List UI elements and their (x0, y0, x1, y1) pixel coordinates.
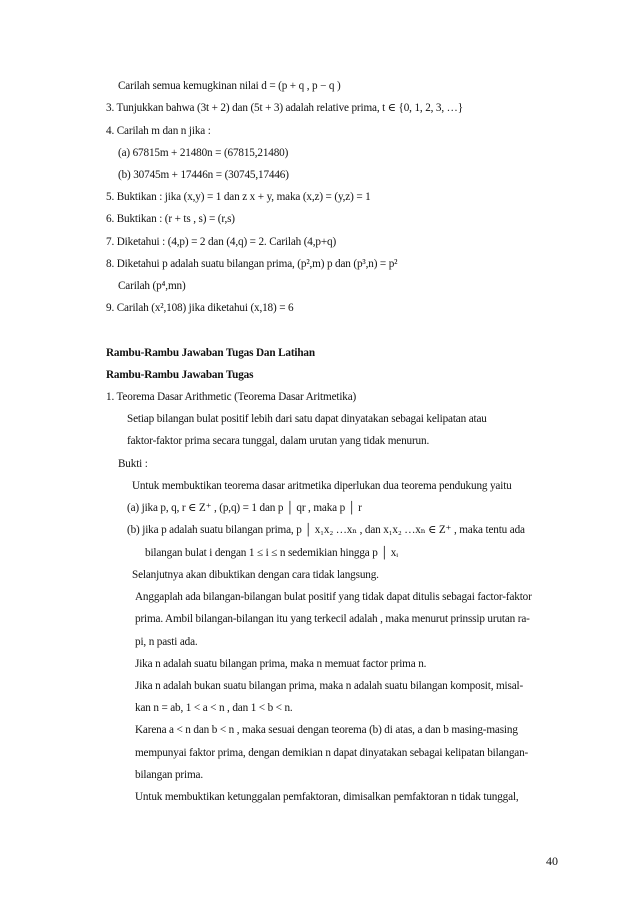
text-line: Untuk membuktikan ketunggalan pemfaktoran, dimisalkan pemfaktoran n tidak tunggal, (135, 791, 519, 803)
text-line: 5. Buktikan : jika (x,y) = 1 dan z x + y, maka (x,z) = (y,z) = 1 (106, 191, 371, 203)
text-line: pi, n pasti ada. (135, 636, 198, 648)
text-line: Anggaplah ada bilangan-bilangan bulat positif yang tidak dapat ditulis sebagai factor-faktor (135, 591, 532, 603)
section-subheading: Rambu-Rambu Jawaban Tugas (106, 369, 254, 381)
text-line: faktor-faktor prima secara tunggal, dalam urutan yang tidak menurun. (127, 435, 430, 447)
text-line: Bukti : (118, 458, 148, 470)
text-line: 4. Carilah m dan n jika : (106, 125, 211, 137)
text-line: (a) 67815m + 21480n = (67815,21480) (118, 147, 289, 159)
text-line: Jika n adalah suatu bilangan prima, maka n memuat factor prima n. (135, 658, 427, 670)
text-line: Karena a < n dan b < n , maka sesuai dengan teorema (b) di atas, a dan b masing-masing (135, 724, 518, 736)
page-number: 40 (546, 854, 558, 868)
text-line: 3. Tunjukkan bahwa (3t + 2) dan (5t + 3) adalah relative prima, t ∈ {0, 1, 2, 3, …} (106, 102, 463, 114)
section-heading: Rambu-Rambu Jawaban Tugas Dan Latihan (106, 347, 315, 359)
text-line: (b) jika p adalah suatu bilangan prima, p │ x₁x₂ …xₙ , dan x₁x₂ …xₙ ∈ Z⁺ , maka tentu ada (127, 524, 525, 536)
text-line: Setiap bilangan bulat positif lebih dari satu dapat dinyatakan sebagai kelipatan atau (127, 413, 487, 425)
text-line: 6. Buktikan : (r + ts , s) = (r,s) (106, 213, 235, 225)
text-line: (a) jika p, q, r ∈ Z⁺ , (p,q) = 1 dan p │ qr , maka p │ r (127, 502, 362, 514)
text-line: prima. Ambil bilangan-bilangan itu yang terkecil adalah , maka menurut prinssip urutan ra- (135, 613, 530, 625)
text-line: 7. Diketahui : (4,p) = 2 dan (4,q) = 2. Carilah (4,p+q) (106, 236, 337, 248)
text-line: 8. Diketahui p adalah suatu bilangan prima, (p²,m) p dan (p³,n) = p² (106, 258, 398, 270)
text-line: Carilah semua kemugkinan nilai d = (p + q , p − q ) (118, 80, 341, 92)
text-line: kan n = ab, 1 < a < n , dan 1 < b < n. (135, 702, 293, 714)
text-line: mempunyai faktor prima, dengan demikian n dapat dinyatakan sebagai kelipatan bilangan- (135, 747, 529, 759)
text-line: Selanjutnya akan dibuktikan dengan cara tidak langsung. (132, 569, 379, 581)
text-line: bilangan bulat i dengan 1 ≤ i ≤ n sedemikian hingga p │ xᵢ (145, 547, 398, 559)
text-line: bilangan prima. (135, 769, 203, 781)
text-line: 1. Teorema Dasar Arithmetic (Teorema Dasar Aritmetika) (106, 391, 357, 403)
text-line: Jika n adalah bukan suatu bilangan prima, maka n adalah suatu bilangan komposit, misal- (135, 680, 524, 692)
text-line: 9. Carilah (x²,108) jika diketahui (x,18) = 6 (106, 302, 294, 314)
text-line: Untuk membuktikan teorema dasar aritmetika diperlukan dua teorema pendukung yaitu (132, 480, 512, 492)
text-line: (b) 30745m + 17446n = (30745,17446) (118, 169, 289, 181)
text-line: Carilah (p⁴,mn) (118, 280, 186, 292)
